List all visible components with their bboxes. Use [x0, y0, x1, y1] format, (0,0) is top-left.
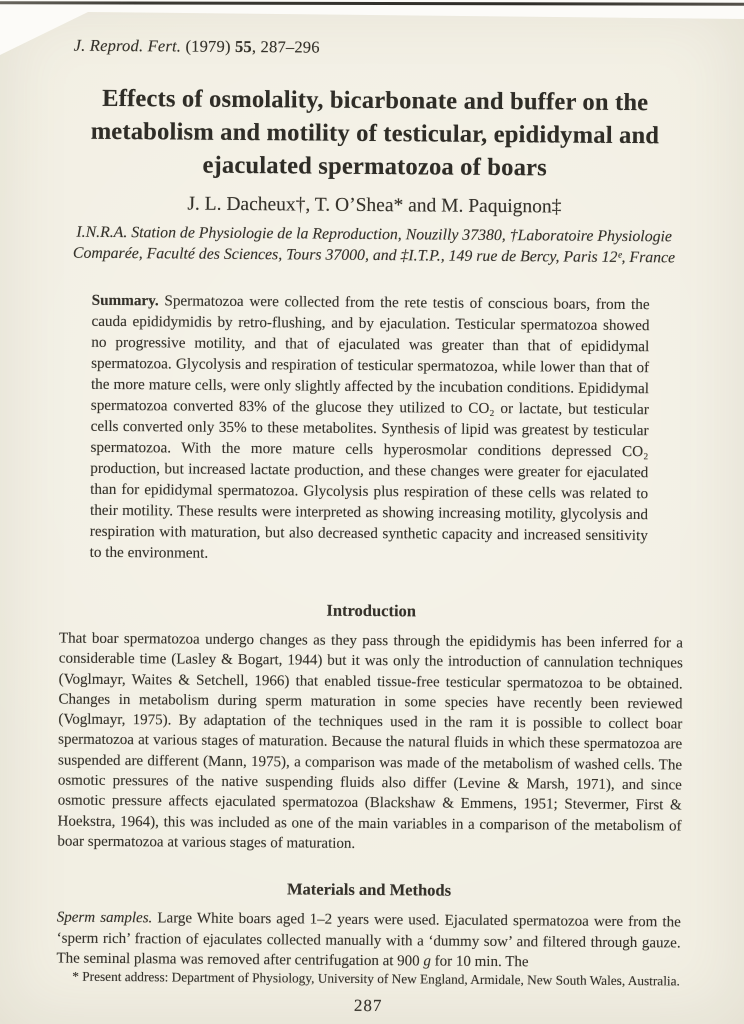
methods-text-continued: for 10 min. The — [430, 953, 529, 971]
section-heading-introduction: Introduction — [326, 600, 417, 621]
journal-volume: 55 — [234, 36, 253, 57]
article-title: Effects of osmolality, bicarbonate and buffer on the metabolism and motility of testicular, epididymal and ejaculated spermatozoa of boars — [90, 84, 660, 182]
introduction-paragraph: That boar spermatozoa undergo changes as they pass through the epididymis has been inferred for a considerable time (Lasley & Bogart, 1944) but it was only the introduction of cannulation techniques (Voglmayr, Waites & Setchell, 1966) that enabled tissue-free testicular spermatozoa to be obtained. Changes in metabolism during sperm maturation in some species have recently been reviewed (Voglmayr, 1975). By adaptation of the techniques used in the ram it is possible to collect boar spermatozoa at various stages of maturation. Because the natural fluids in which these spermatozoa are suspended are different (Mann, 1975), a comparison was made of the metabolism of washed cells. The osmotic pressures of the native suspending fluids also differ (Levine & Marsh, 1971), and since osmotic pressure affects ejaculated spermatozoa (Blackshaw & Emmens, 1951; Stevermer, First & Hoekstra, 1964), this was included as one of the main variables in a comparison of the metabolism of boar spermatozoa at various stages of maturation. — [57, 630, 684, 852]
summary-block — [90, 290, 650, 567]
methods-paragraph — [56, 908, 680, 974]
page-number: 287 — [353, 995, 383, 1016]
journal-reference — [74, 36, 744, 61]
methods-text: Large White boars aged 1–2 years were used. Ejaculated spermatozoa were from the ‘sperm rich’ fraction of ejaculates collected manually with a ‘dummy sow’ and filtered through gauze. The seminal plasma was removed after centrifugation at 900 — [56, 910, 681, 970]
journal-name: J. Reprod. Fert. — [73, 35, 182, 56]
summary-label: Summary. — [91, 291, 159, 310]
section-heading-materials-methods: Materials and Methods — [286, 879, 452, 900]
authors-line: J. L. Dacheux†, T. O’Shea* and M. Paquignon‡ — [187, 193, 562, 218]
present-address-footnote: * Present address: Department of Physiology, University of New England, Armidale, New South Wales, Australia. — [72, 968, 680, 989]
journal-year: (1979) — [181, 36, 236, 56]
summary-text: Spermatozoa were collected from the rete testis of conscious boars, from the cauda epididymidis by retro-flushing, and by ejaculation. Testicular spermatozoa showed no progressive motility, and that of ejaculated was greater than that of epididymal spermatozoa. Glycolysis and respiration of testicular spermatozoa, while lower than that of the more mature cells, were only slightly affected by the incubation conditions. Epididymal spermatozoa converted 83% of the glucose they utilized to CO₂ or lactate, but testicular cells converted only 35% to these metabolites. Synthesis of lipid was greatest by testicular spermatozoa. With the more mature cells hyperosmolar conditions depressed CO₂ production, but increased lactate production, and these changes were greater for ejaculated than for epididymal spermatozoa. Glycolysis plus respiration of these cells was related to their motility. These results were interpreted as showing increasing motility, glycolysis and respiration with maturation, but also decreased synthetic capacity and increased sensitivity to the environment. — [89, 292, 650, 562]
journal-pages: , 287–296 — [251, 37, 320, 57]
affiliation-line: I.N.R.A. Station de Physiologie de la Reproduction, Nouzilly 37380, †Laboratoire Physiologie Comparée, Faculté des Sciences, Tours 37000, and ‡I.T.P., 149 rue de Bercy, Paris 12ᵉ, France — [72, 223, 676, 266]
methods-lead-italic: Sperm samples. — [56, 909, 153, 927]
centrifugation-g-italic: g — [423, 953, 431, 970]
